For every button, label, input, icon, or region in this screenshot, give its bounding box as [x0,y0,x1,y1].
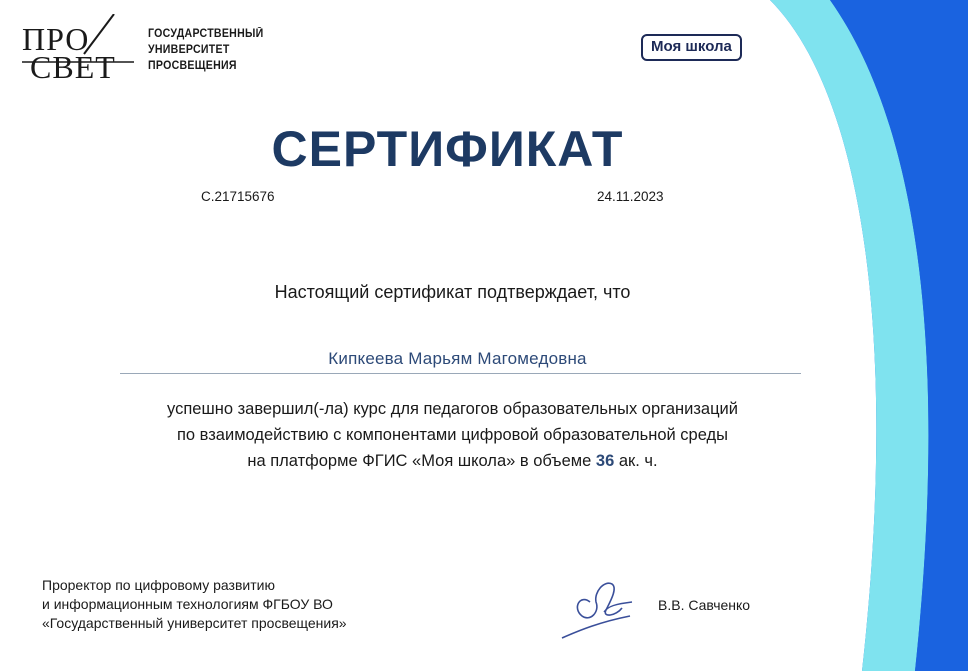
prosvet-logo-line1: ПРО [22,21,90,57]
certificate-title: СЕРТИФИКАТ [271,121,624,177]
course-line-1: успешно завершил(-ла) курс для педагогов образовательных организаций [167,400,738,418]
signer-position-line1: Проректор по цифровому развитию [42,577,275,593]
moya-shkola-badge: Моя школа [641,34,742,61]
course-line-3 [0,448,905,474]
certificate-number: С.21715676 [201,189,275,204]
course-line-2: по взаимодействию с компонентами цифровой образовательной среды [176,426,729,444]
confirmation-text: Настоящий сертификат подтверждает, что [274,282,631,302]
signer-position [42,576,347,633]
prosvet-logo [22,14,142,84]
course-hours: 36 [595,452,615,470]
recipient-name: Кипкеева Марьям Магомедовна [328,349,587,368]
university-line1: ГОСУДАРСТВЕННЫЙ [148,28,264,40]
certificate-date: 24.11.2023 [597,189,664,204]
prosvet-logo-line2: СВЕТ [30,49,116,84]
course-line-3-before: на платформе ФГИС «Моя школа» в объеме [247,452,596,470]
signer-position-line2: и информационным технологиям ФГБОУ ВО [42,596,333,612]
signer-position-line3: «Государственный университет просвещения» [42,615,347,631]
university-logo-text [148,26,264,74]
university-line3: ПРОСВЕЩЕНИЯ [148,60,237,72]
signer-name: В.В. Савченко [658,597,751,613]
course-line-3-after: ак. ч. [614,452,658,470]
university-line2: УНИВЕРСИТЕТ [148,44,230,56]
signature-image [560,572,640,644]
course-description [0,396,905,474]
recipient-underline [120,373,801,374]
